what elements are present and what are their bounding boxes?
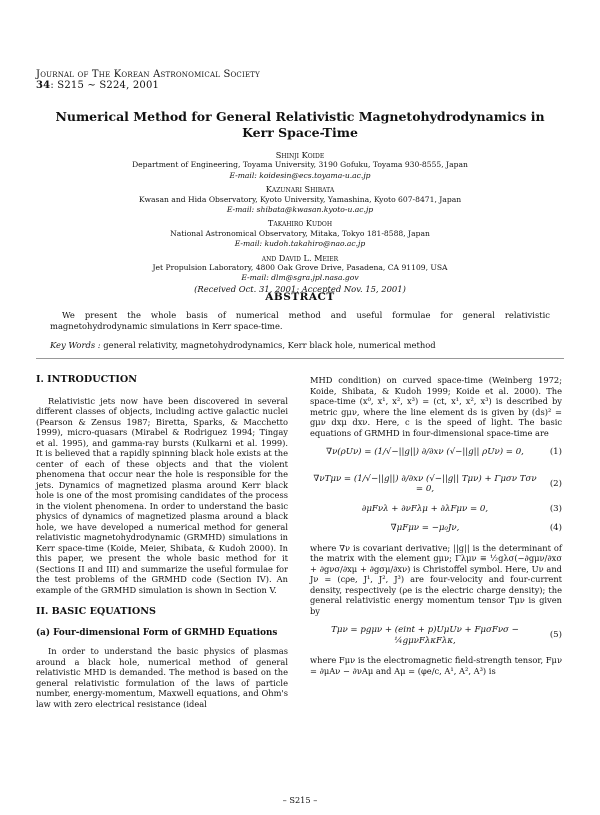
right-paragraph-1: MHD condition) on curved space-time (Weinberg 1972; Koide, Shibata, & Kudoh 1999; Koide et al. 2000). The space-time (x⁰, x¹, x², x³) = (ct, x¹, x², x³) is described by metric gμν, where the line element ds is given by (ds)² = gμν dxμ dxν. Here, c is the speed of light. The basic equations of GRMHD in four-dimensional space-time are [310,375,562,438]
author-block [40,150,560,294]
equation-number: (5) [549,630,562,641]
journal-pages: : S215 ∼ S224, 2001 [50,80,160,91]
author-email: E-mail: kudoh.takahiro@nao.ac.jp [234,239,366,249]
section-heading-introduction: I. INTRODUCTION [36,374,137,385]
journal-volume: 34 [36,80,51,91]
equation-5 [310,625,562,646]
author-affiliation: Jet Propulsion Laboratory, 4800 Oak Grove Drive, Pasadena, CA 91109, USA [152,263,448,273]
author-affiliation: Kwasan and Hida Observatory, Kyoto University, Yamashina, Kyoto 607-8471, Japan [138,194,462,204]
right-paragraph-3: where Fμν is the electromagnetic field-strength tensor, Fμν = ∂μAν − ∂νAμ and Aμ = (φe/c, A¹, A², A³) is [310,655,562,676]
keywords [50,340,550,350]
received-dates: (Received Oct. 31, 2001; Accepted Nov. 15, 2001) [194,283,406,294]
equation-4 [310,523,562,534]
author-affiliation: Department of Engineering, Toyama University, 3190 Gofuku, Toyama 930-8555, Japan [132,160,468,170]
equation-body: ∇μFμν = −μ₀Jν, [390,523,460,533]
author-entry [40,150,560,181]
equation-body: ∇ν(ρUν) = (1/√−||g||) ∂/∂xν (√−||g|| ρUν) = 0, [326,447,524,457]
right-paragraph-2: where ∇ν is covariant derivative; ||g|| is the determinant of the matrix with the element gμν; Γλμν ≡ ½gλσ(−∂gμν/∂xσ + ∂gνσ/∂xμ + ∂gσμ/∂xν) is Christoffel symbol. Here, Uν and Jν = (cρe, J¹, J², J³) are four-velocity and four-current density, respectively (ρe is the electric charge density); the general relativistic energy momentum tensor Tμν is given by [310,542,562,616]
journal-volume-line [36,80,260,91]
author-entry [40,218,560,249]
intro-paragraph: Relativistic jets now have been discovered in several different classes of objects, including active galactic nuclei (Pearson & Zensus 1987; Biretta, Sparks, & Macchetto 1999), micro-quasars (Mirabel & Rodriguez 1994; Tingay et al. 1995), and gamma-ray bursts (Kulkarni et al. 1999). It is believed that a rapidly spinning black hole exists at the center of each of these objects and that the violent phenomena that occur near the hole is responsible for the jets. Dynamics of magnetized plasma around Kerr black hole is one of the most promising candidates of the process in the violent phenomena. In order to understand the basic physics of dynamics of magnetized plasma around a black hole, we have developed a numerical method for general relativistic magnetohydrodynamic (GRMHD) simulations in Kerr space-time (Koide, Meier, Shibata, & Kudoh 2000). In this paper, we present the whole basic method for it (Sections II and III) and summarize the useful formulae for the test problems of the GRMHD code (Section IV). An example of the GRMHD simulation is shown in Section V. [36,395,288,595]
paper-title: Numerical Method for General Relativistic Magnetohydrodynamics in Kerr Space-Time [55,109,545,140]
abstract-text: We present the whole basis of numerical method and useful formulae for general relativistic magnetohydrodynamic simulations in Kerr space-time. [50,310,550,331]
keywords-label: Key Words : [50,340,101,350]
author-name: Kazunari Shibata [265,184,335,195]
journal-name: Journal of The Korean Astronomical Society [36,69,260,80]
subsection-heading: (a) Four-dimensional Form of GRMHD Equations [36,627,278,638]
abstract-heading: ABSTRACT [265,291,335,303]
author-name: Takahiro Kudoh [267,218,333,229]
equation-body: ∇νTμν = (1/√−||g||) ∂/∂xν (√−||g|| Tμν) + Γμσν Tσν = 0, [313,473,537,494]
equation-2 [310,474,562,495]
page-number: – S215 – [282,795,318,805]
equation-number: (3) [549,503,562,514]
equation-body: ∂μFνλ + ∂νFλμ + ∂λFμν = 0, [361,503,489,514]
author-entry [40,184,560,215]
section-heading-basic-equations: II. BASIC EQUATIONS [36,606,156,617]
author-email: E-mail: koidesin@ecs.toyama-u.ac.jp [229,170,371,180]
author-affiliation: National Astronomical Observatory, Mitaka, Tokyo 181-8588, Japan [170,228,430,238]
author-entry [40,253,560,284]
equation-number: (4) [549,523,562,533]
right-column [310,375,562,676]
keywords-text: general relativity, magnetohydrodynamics, Kerr black hole, numerical method [103,340,436,350]
divider [36,358,564,359]
journal-header [36,69,260,91]
author-email: E-mail: dlm@sgra.jpl.nasa.gov [241,273,359,283]
equation-number: (1) [549,447,562,457]
author-name: Shinji Koide [275,150,325,160]
equation-body: Tμν = pgμν + (eint + p)UμUν + FμσFνσ − ¼gμνFλκFλκ, [331,625,519,646]
basic-equations-paragraph: In order to understand the basic physics of plasmas around a black hole, numerical method of general relativistic MHD is demanded. The method is based on the general relativistic formulation of the laws of particle number, energy-momentum, Maxwell equations, and Ohm's law with zero electrical resistance (ideal [36,646,288,709]
author-name: and David L. Meier [261,252,339,263]
author-email: E-mail: shibata@kwasan.kyoto-u.ac.jp [226,205,374,215]
equation-1 [310,447,562,458]
equation-number: (2) [549,478,562,489]
left-column [36,375,288,709]
equation-3 [310,504,562,515]
